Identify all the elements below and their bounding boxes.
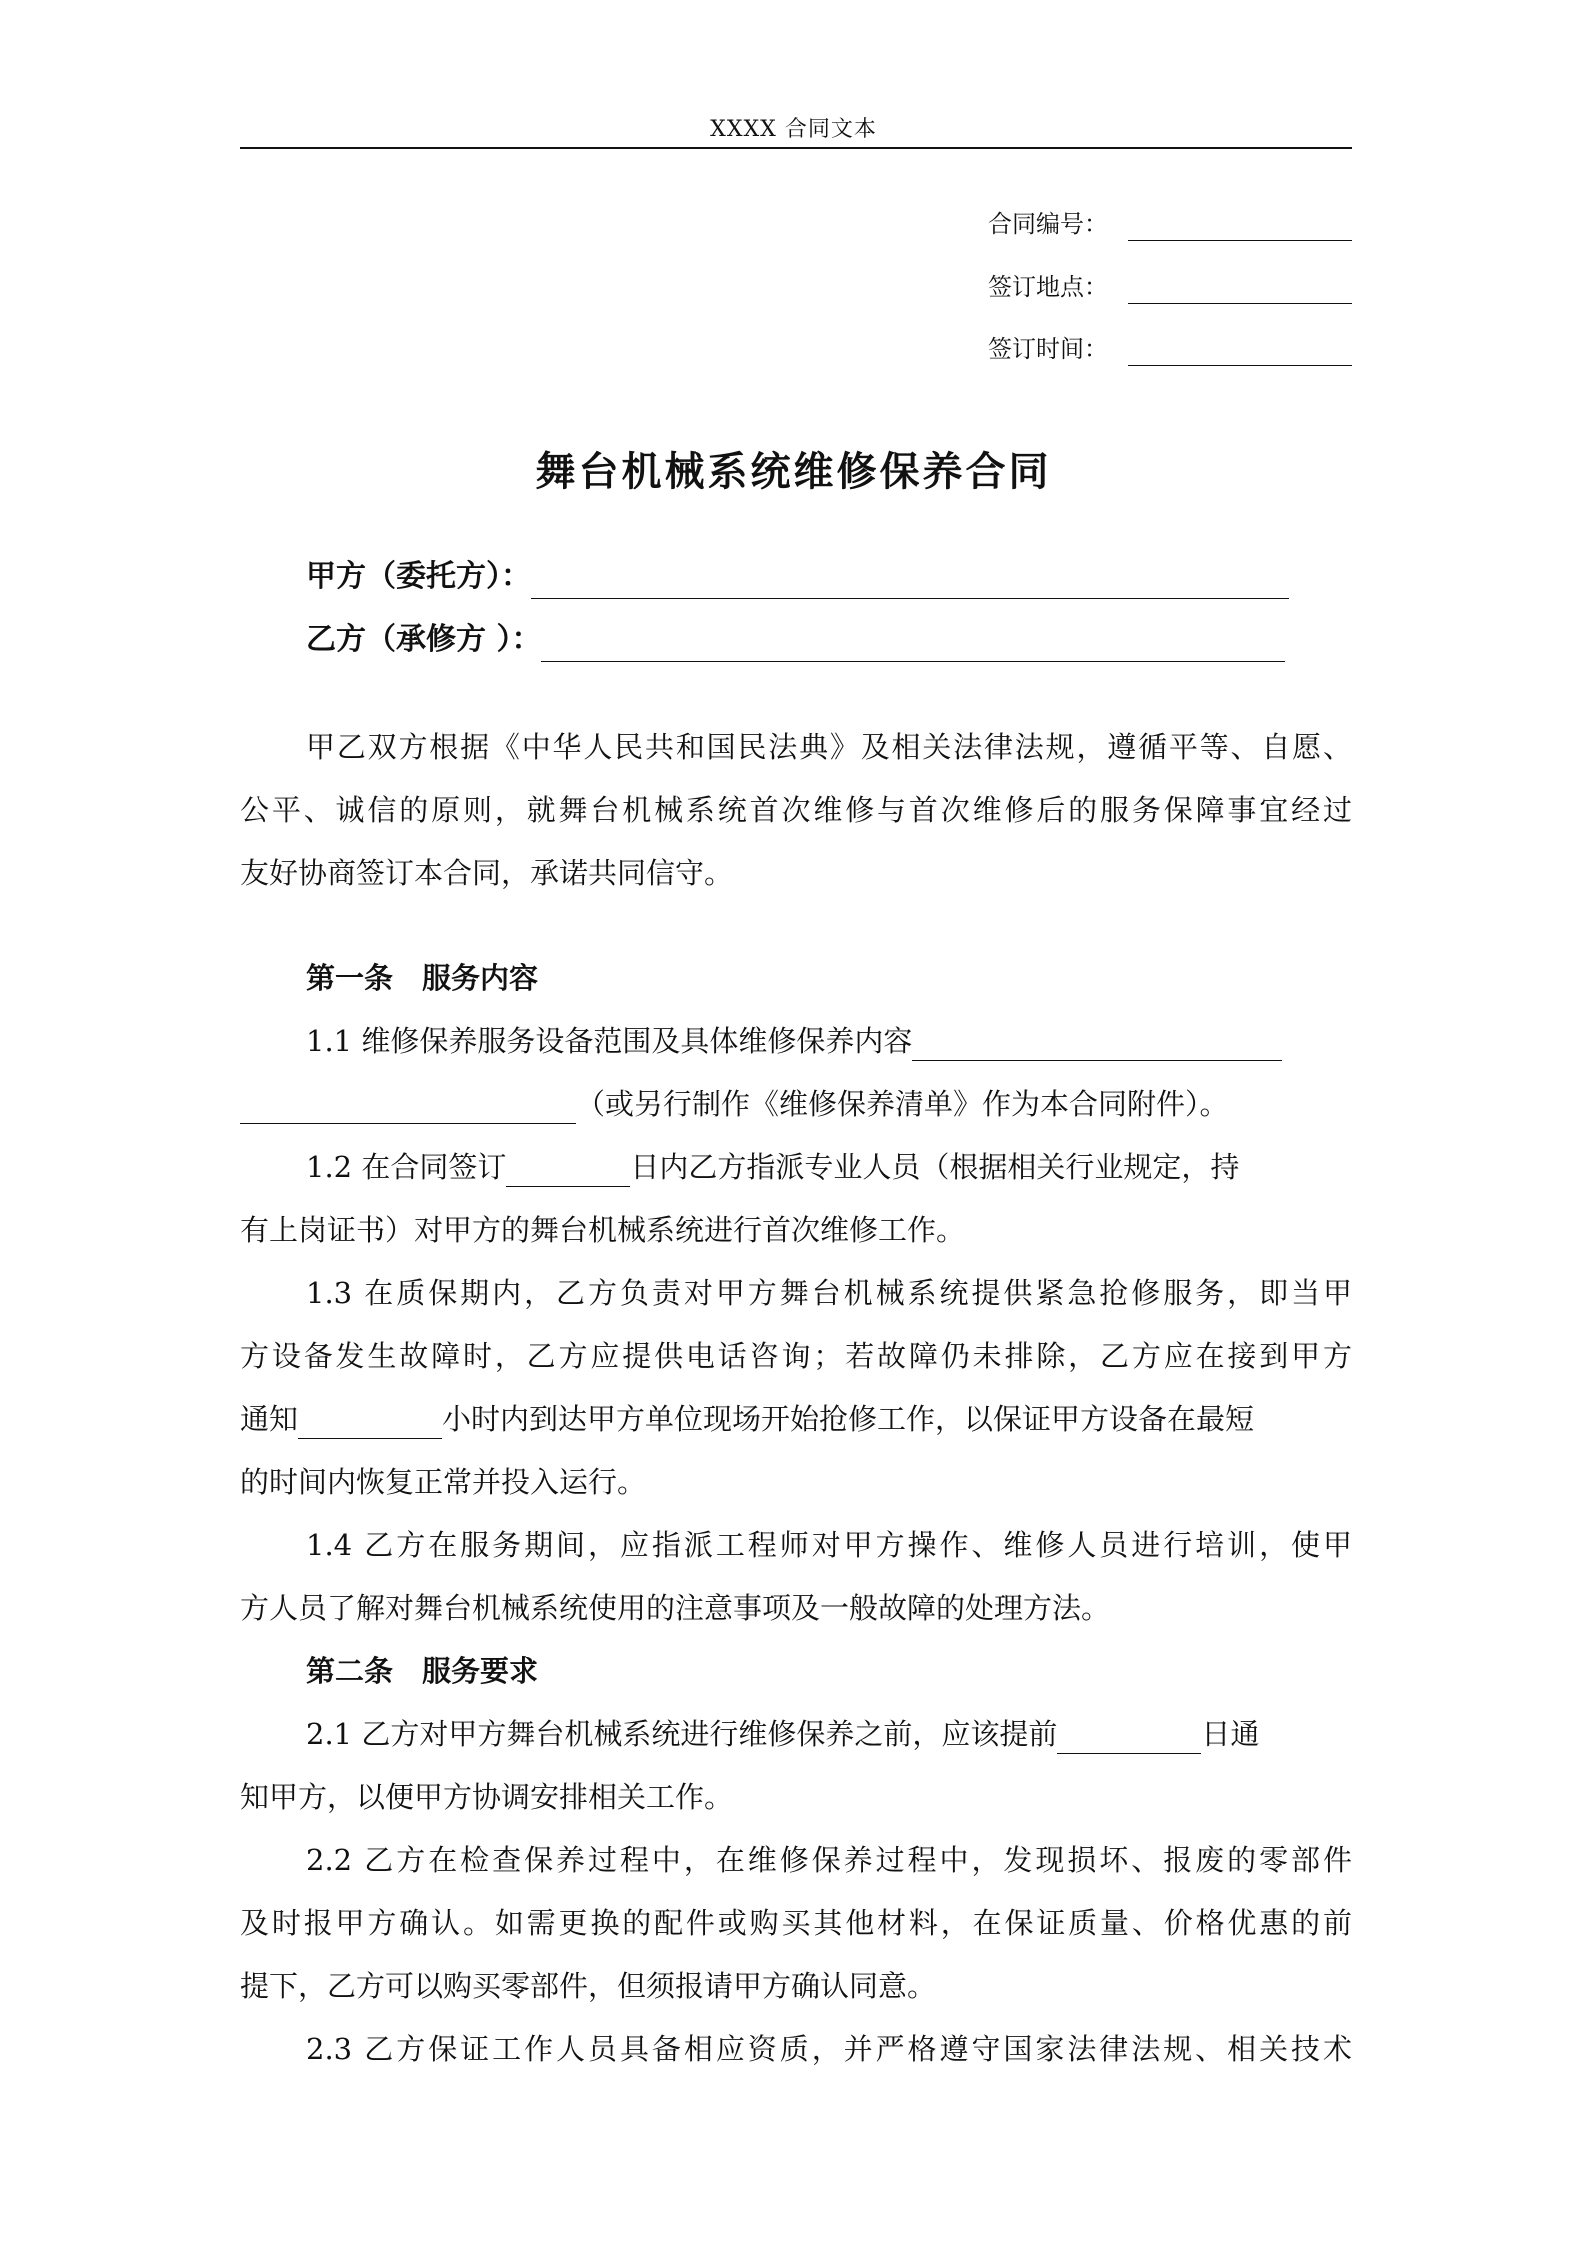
- clause-2-1-pre: 2.1 乙方对甲方舞台机械系统进行维修保养之前，应该提前: [306, 1717, 1058, 1751]
- clause-1-1-line-2: [240, 1084, 1352, 1124]
- clause-1-1-blank-2[interactable]: [240, 1091, 576, 1124]
- party-b-label: 乙方（承修方 ）：: [306, 622, 542, 657]
- party-a-blank[interactable]: [531, 562, 1289, 599]
- clause-1-1-blank[interactable]: [912, 1028, 1282, 1061]
- party-a-row: [306, 555, 1289, 599]
- signing-place-row: [988, 270, 1352, 304]
- clause-1-1-line-1: [306, 1021, 1352, 1061]
- clause-2-2-line-2: 及时报甲方确认。如需更换的配件或购买其他材料，在保证质量、价格优惠的前: [240, 1906, 1352, 1940]
- party-b-row: [306, 618, 1285, 662]
- preamble-line-1: 甲乙双方根据《中华人民共和国民法典》及相关法律法规，遵循平等、自愿、: [306, 730, 1352, 764]
- clause-2-3-line-1: 2.3 乙方保证工作人员具备相应资质，并严格遵守国家法律法规、相关技术: [306, 2032, 1352, 2066]
- preamble-line-3: 友好协商签订本合同，承诺共同信守。: [240, 856, 734, 890]
- clause-1-3-line-4: 的时间内恢复正常并投入运行。: [240, 1465, 647, 1499]
- document-title: 舞台机械系统维修保养合同: [535, 448, 1052, 495]
- party-a-label: 甲方（委托方）：: [306, 559, 531, 594]
- clause-1-3-hours-blank[interactable]: [298, 1406, 442, 1439]
- clause-2-1-line-2: 知甲方，以便甲方协调安排相关工作。: [240, 1780, 734, 1814]
- preamble-line-2: 公平、诚信的原则，就舞台机械系统首次维修与首次维修后的服务保障事宜经过: [240, 793, 1352, 827]
- clause-2-2-line-3: 提下，乙方可以购买零部件，但须报请甲方确认同意。: [240, 1969, 937, 2003]
- header-rule: [240, 147, 1352, 149]
- contract-number-blank[interactable]: [1128, 214, 1352, 241]
- clause-1-2-days-blank[interactable]: [506, 1154, 630, 1187]
- clause-1-4-line-2: 方人员了解对舞台机械系统使用的注意事项及一般故障的处理方法。: [240, 1591, 1111, 1625]
- clause-1-4-line-1: 1.4 乙方在服务期间，应指派工程师对甲方操作、维修人员进行培训，使甲: [306, 1528, 1352, 1562]
- article-2-heading: 第二条 服务要求: [306, 1654, 539, 1688]
- signing-date-blank[interactable]: [1128, 339, 1352, 366]
- clause-1-3-line-3: [240, 1399, 1352, 1439]
- clause-1-2-line-2: 有上岗证书）对甲方的舞台机械系统进行首次维修工作。: [240, 1213, 966, 1247]
- clause-2-2-line-1: 2.2 乙方在检查保养过程中，在维修保养过程中，发现损坏、报废的零部件: [306, 1843, 1352, 1877]
- running-header: XXXX 合同文本: [710, 117, 877, 142]
- clause-1-2-pre: 1.2 在合同签订: [306, 1150, 507, 1184]
- signing-place-label: 签订地点：: [988, 273, 1108, 301]
- clause-1-3-pre: 通知: [240, 1402, 299, 1436]
- signing-date-label: 签订时间：: [988, 335, 1108, 363]
- clause-1-3-line-1: 1.3 在质保期内，乙方负责对甲方舞台机械系统提供紧急抢修服务，即当甲: [306, 1276, 1352, 1310]
- party-b-blank[interactable]: [541, 625, 1285, 662]
- clause-1-1-tail: （或另行制作《维修保养清单》作为本合同附件）。: [576, 1087, 1229, 1121]
- contract-number-row: [988, 207, 1352, 241]
- clause-2-1-days-blank[interactable]: [1057, 1721, 1201, 1754]
- clause-1-2-line-1: [306, 1147, 1352, 1187]
- signing-date-row: [988, 332, 1352, 366]
- clause-2-1-line-1: [306, 1714, 1352, 1754]
- clause-1-1-text: 1.1 维修保养服务设备范围及具体维修保养内容: [306, 1024, 913, 1058]
- contract-number-label: 合同编号：: [988, 210, 1108, 238]
- article-1-heading: 第一条 服务内容: [306, 961, 539, 995]
- clause-2-1-post: 日通: [1201, 1717, 1260, 1751]
- clause-1-3-line-2: 方设备发生故障时，乙方应提供电话咨询；若故障仍未排除，乙方应在接到甲方: [240, 1339, 1352, 1373]
- clause-1-2-post: 日内乙方指派专业人员（根据相关行业规定，持: [630, 1150, 1240, 1184]
- clause-1-3-post: 小时内到达甲方单位现场开始抢修工作，以保证甲方设备在最短: [442, 1402, 1255, 1436]
- signing-place-blank[interactable]: [1128, 277, 1352, 304]
